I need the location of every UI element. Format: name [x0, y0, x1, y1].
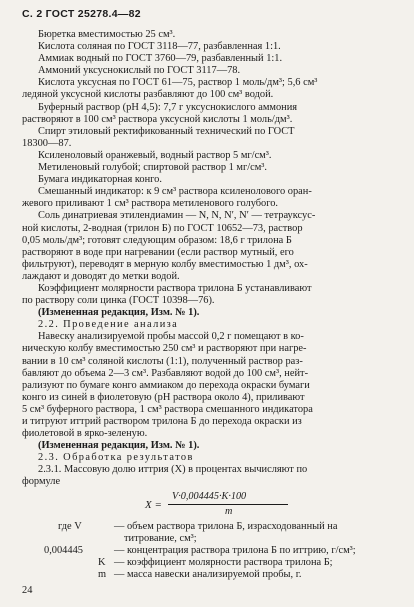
definition-text: титрование, см³; — [124, 532, 197, 544]
text-line: по раствору соли цинка (ГОСТ 10398—76). — [22, 295, 215, 307]
text-line: Навеску анализируемой пробы массой 0,2 г помещают в ко- — [38, 331, 304, 343]
text-line: Метиленовый голубой; спиртовой раствор 1 мг/см³. — [38, 162, 268, 174]
section-heading: 2.3. Обработка результатов — [38, 452, 194, 464]
fraction-bar — [168, 504, 288, 505]
page-header: С. 2 ГОСТ 25278.4—82 — [22, 8, 141, 20]
text-line: растворяют в 100 см³ раствора уксусной кислоты 1 моль/дм³. — [22, 113, 293, 125]
definition-symbol: K — [98, 556, 106, 568]
text-line: Ксиленоловый оранжевый, водный раствор 5 мг/см³. — [38, 149, 272, 161]
page-number: 24 — [22, 585, 33, 596]
text-line: ледяной уксусной кислоты разбавляют до 100 см³ водой. — [22, 89, 274, 101]
text-line: бавляют до объема 2—3 см³. Разбавляют водой до 100 см³, нейт- — [22, 367, 309, 379]
text-line: растворяют в воде при нагревании (если раствор мутный, его — [22, 246, 294, 258]
text-line: Коэффициент молярности раствора трилона Б устанавливают — [38, 282, 312, 294]
text-line: ническую колбу вместимостью 250 см³ и растворяют при нагре- — [22, 343, 307, 355]
text-line: 18300—87. — [22, 137, 72, 149]
definition-row — [22, 521, 400, 533]
formula-lhs: X = — [145, 498, 162, 511]
text-line: конго из синей в фиолетовую (рН раствора около 4), приливают — [22, 391, 305, 403]
definition-row — [22, 569, 400, 581]
definition-row — [22, 557, 400, 569]
text-line: Кислота соляная по ГОСТ 3118—77, разбавленная 1:1. — [38, 41, 281, 53]
text-line: Буферный раствор (рН 4,5): 7,7 г уксуснокислого аммония — [38, 101, 298, 113]
formula-numerator: V·0,004445·K·100 — [172, 490, 247, 502]
text-line: Бюретка вместимостью 25 см³. — [38, 29, 176, 40]
text-line: Кислота уксусная по ГОСТ 61—75, раствор 1 моль/дм³; 5,6 см³ — [38, 77, 318, 89]
text-line: Спирт этиловый ректификованный технический по ГОСТ — [38, 125, 295, 137]
text-line: 2.3.1. Массовую долю иттрия (X) в процентах вычисляют по — [38, 464, 308, 476]
section-heading: 2.2. Проведение анализа — [38, 319, 179, 331]
revision-note: (Измененная редакция, Изм. № 1). — [38, 440, 200, 452]
text-line: вании в 10 см³ соляной кислоты (1:1), полученный раствор раз- — [22, 355, 303, 367]
formula-denominator: m — [225, 505, 233, 517]
text-line: рализуют по бумаге конго аммиаком до перехода окраски бумаги — [22, 379, 310, 391]
definition-row — [22, 533, 400, 545]
definition-symbol: 0,004445 — [44, 544, 83, 556]
text-line: фиолетовой в ярко-зеленую. — [22, 428, 148, 440]
definition-text: — масса навески анализируемой пробы, г. — [114, 568, 302, 580]
text-line: формуле — [22, 476, 61, 488]
definition-text: — концентрация раствора трилона Б по иттрию, г/см³; — [114, 544, 356, 556]
text-line: 0,05 моль/дм³; готовят следующим образом: 18,6 г трилона Б — [22, 234, 292, 246]
text-line: 5 см³ буферного раствора, 1 см³ раствора смешанного индикатора — [22, 403, 313, 415]
text-line: фильтруют), переводят в мерную колбу вместимостью 1 дм³, ох- — [22, 258, 308, 270]
definition-row — [22, 545, 400, 557]
text-line: Соль динатриевая этилендиамин — N, N, N′, N′ — тетрауксус- — [38, 210, 316, 222]
definition-symbol: где V — [58, 520, 82, 532]
formula — [22, 491, 400, 519]
text-line: и титруют иттрий раствором трилона Б до перехода окраски из — [22, 416, 302, 427]
definition-text: — коэффициент молярности раствора трилона Б; — [114, 556, 333, 568]
text-line: лаждают и доводят до метки водой. — [22, 270, 180, 282]
revision-note: (Измененная редакция, Изм. № 1). — [38, 307, 200, 319]
text-line: Бумага индикаторная конго. — [38, 174, 162, 186]
document-body — [22, 29, 400, 581]
definition-text: — объем раствора трилона Б, израсходованный на — [114, 520, 338, 532]
definition-symbol: m — [98, 568, 107, 580]
text-line: Аммиак водный по ГОСТ 3760—79, разбавленный 1:1. — [38, 53, 283, 65]
text-line: ной кислоты, 2-водная (трилон Б) по ГОСТ 10652—73, раствор — [22, 222, 303, 234]
text-line: жевого приливают 1 см³ раствора метиленового голубого. — [22, 198, 279, 210]
text-line: Аммоний уксуснокислый по ГОСТ 3117—78. — [38, 65, 241, 77]
text-line: Смешанный индикатор: к 9 см³ раствора ксиленолового оран- — [38, 186, 312, 198]
